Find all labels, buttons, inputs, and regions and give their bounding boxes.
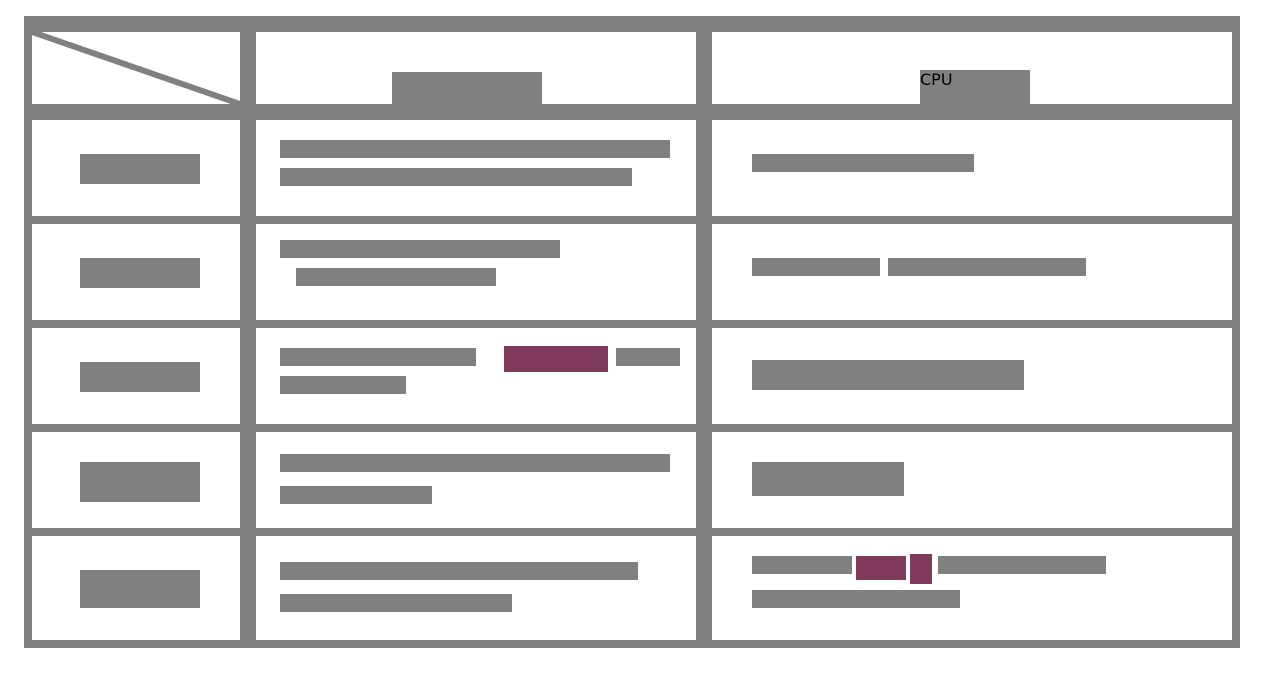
row-4-label (80, 462, 200, 502)
row-2-col2-text-part2 (888, 258, 1086, 276)
row-3-col1-text (280, 348, 476, 366)
row-2-col2-cell (712, 224, 1232, 320)
row-4-col2-cell (712, 432, 1232, 528)
row-3-col1-text-line2 (280, 376, 406, 394)
row-2-col1-cell (256, 224, 696, 320)
header-col2-label: CPU (920, 70, 1030, 104)
row-1-col1-text (280, 140, 670, 158)
row-3-col1-cell (256, 328, 696, 424)
row-5-col1-text-line2 (280, 594, 512, 612)
row-5-col2-cell (712, 536, 1232, 640)
row-2-col1-text (280, 240, 560, 258)
row-3-col2-text (752, 360, 1024, 390)
row-4-col1-text-line2 (280, 486, 432, 504)
header-col1-cell (256, 32, 696, 104)
row-2-label-cell (32, 224, 240, 320)
row-4-label-cell (32, 432, 240, 528)
row-1-label (80, 154, 200, 184)
row-1-col1-cell (256, 120, 696, 216)
header-col2-cell (712, 32, 1232, 104)
row-3-col1-highlight (504, 346, 608, 372)
row-1-col2-cell (712, 120, 1232, 216)
row-5-col2-text-part2 (938, 556, 1106, 574)
row-5-col1-cell (256, 536, 696, 640)
row-4-col1-cell (256, 432, 696, 528)
header-col1-label (392, 72, 542, 104)
row-5-col2-highlight-1 (856, 556, 906, 580)
row-3-label-cell (32, 328, 240, 424)
row-3-col2-cell (712, 328, 1232, 424)
row-2-col2-text (752, 258, 880, 276)
row-3-col1-text-part2 (616, 348, 680, 366)
row-5-col2-text (752, 556, 852, 574)
row-1-label-cell (32, 120, 240, 216)
row-4-col2-text (752, 462, 904, 496)
row-1-col1-text-line2 (280, 168, 632, 186)
diagonal-divider (32, 32, 240, 104)
comparison-table (24, 16, 1240, 648)
row-5-col1-text (280, 562, 638, 580)
header-corner-cell (32, 32, 240, 104)
row-5-label-cell (32, 536, 240, 640)
row-3-label (80, 362, 200, 392)
row-4-col1-text (280, 454, 670, 472)
row-5-label (80, 570, 200, 608)
row-2-label (80, 258, 200, 288)
row-1-col2-text (752, 154, 974, 172)
row-5-col2-text-line2 (752, 590, 960, 608)
row-2-col1-text-line2 (296, 268, 496, 286)
row-5-col2-highlight-2 (910, 554, 932, 584)
